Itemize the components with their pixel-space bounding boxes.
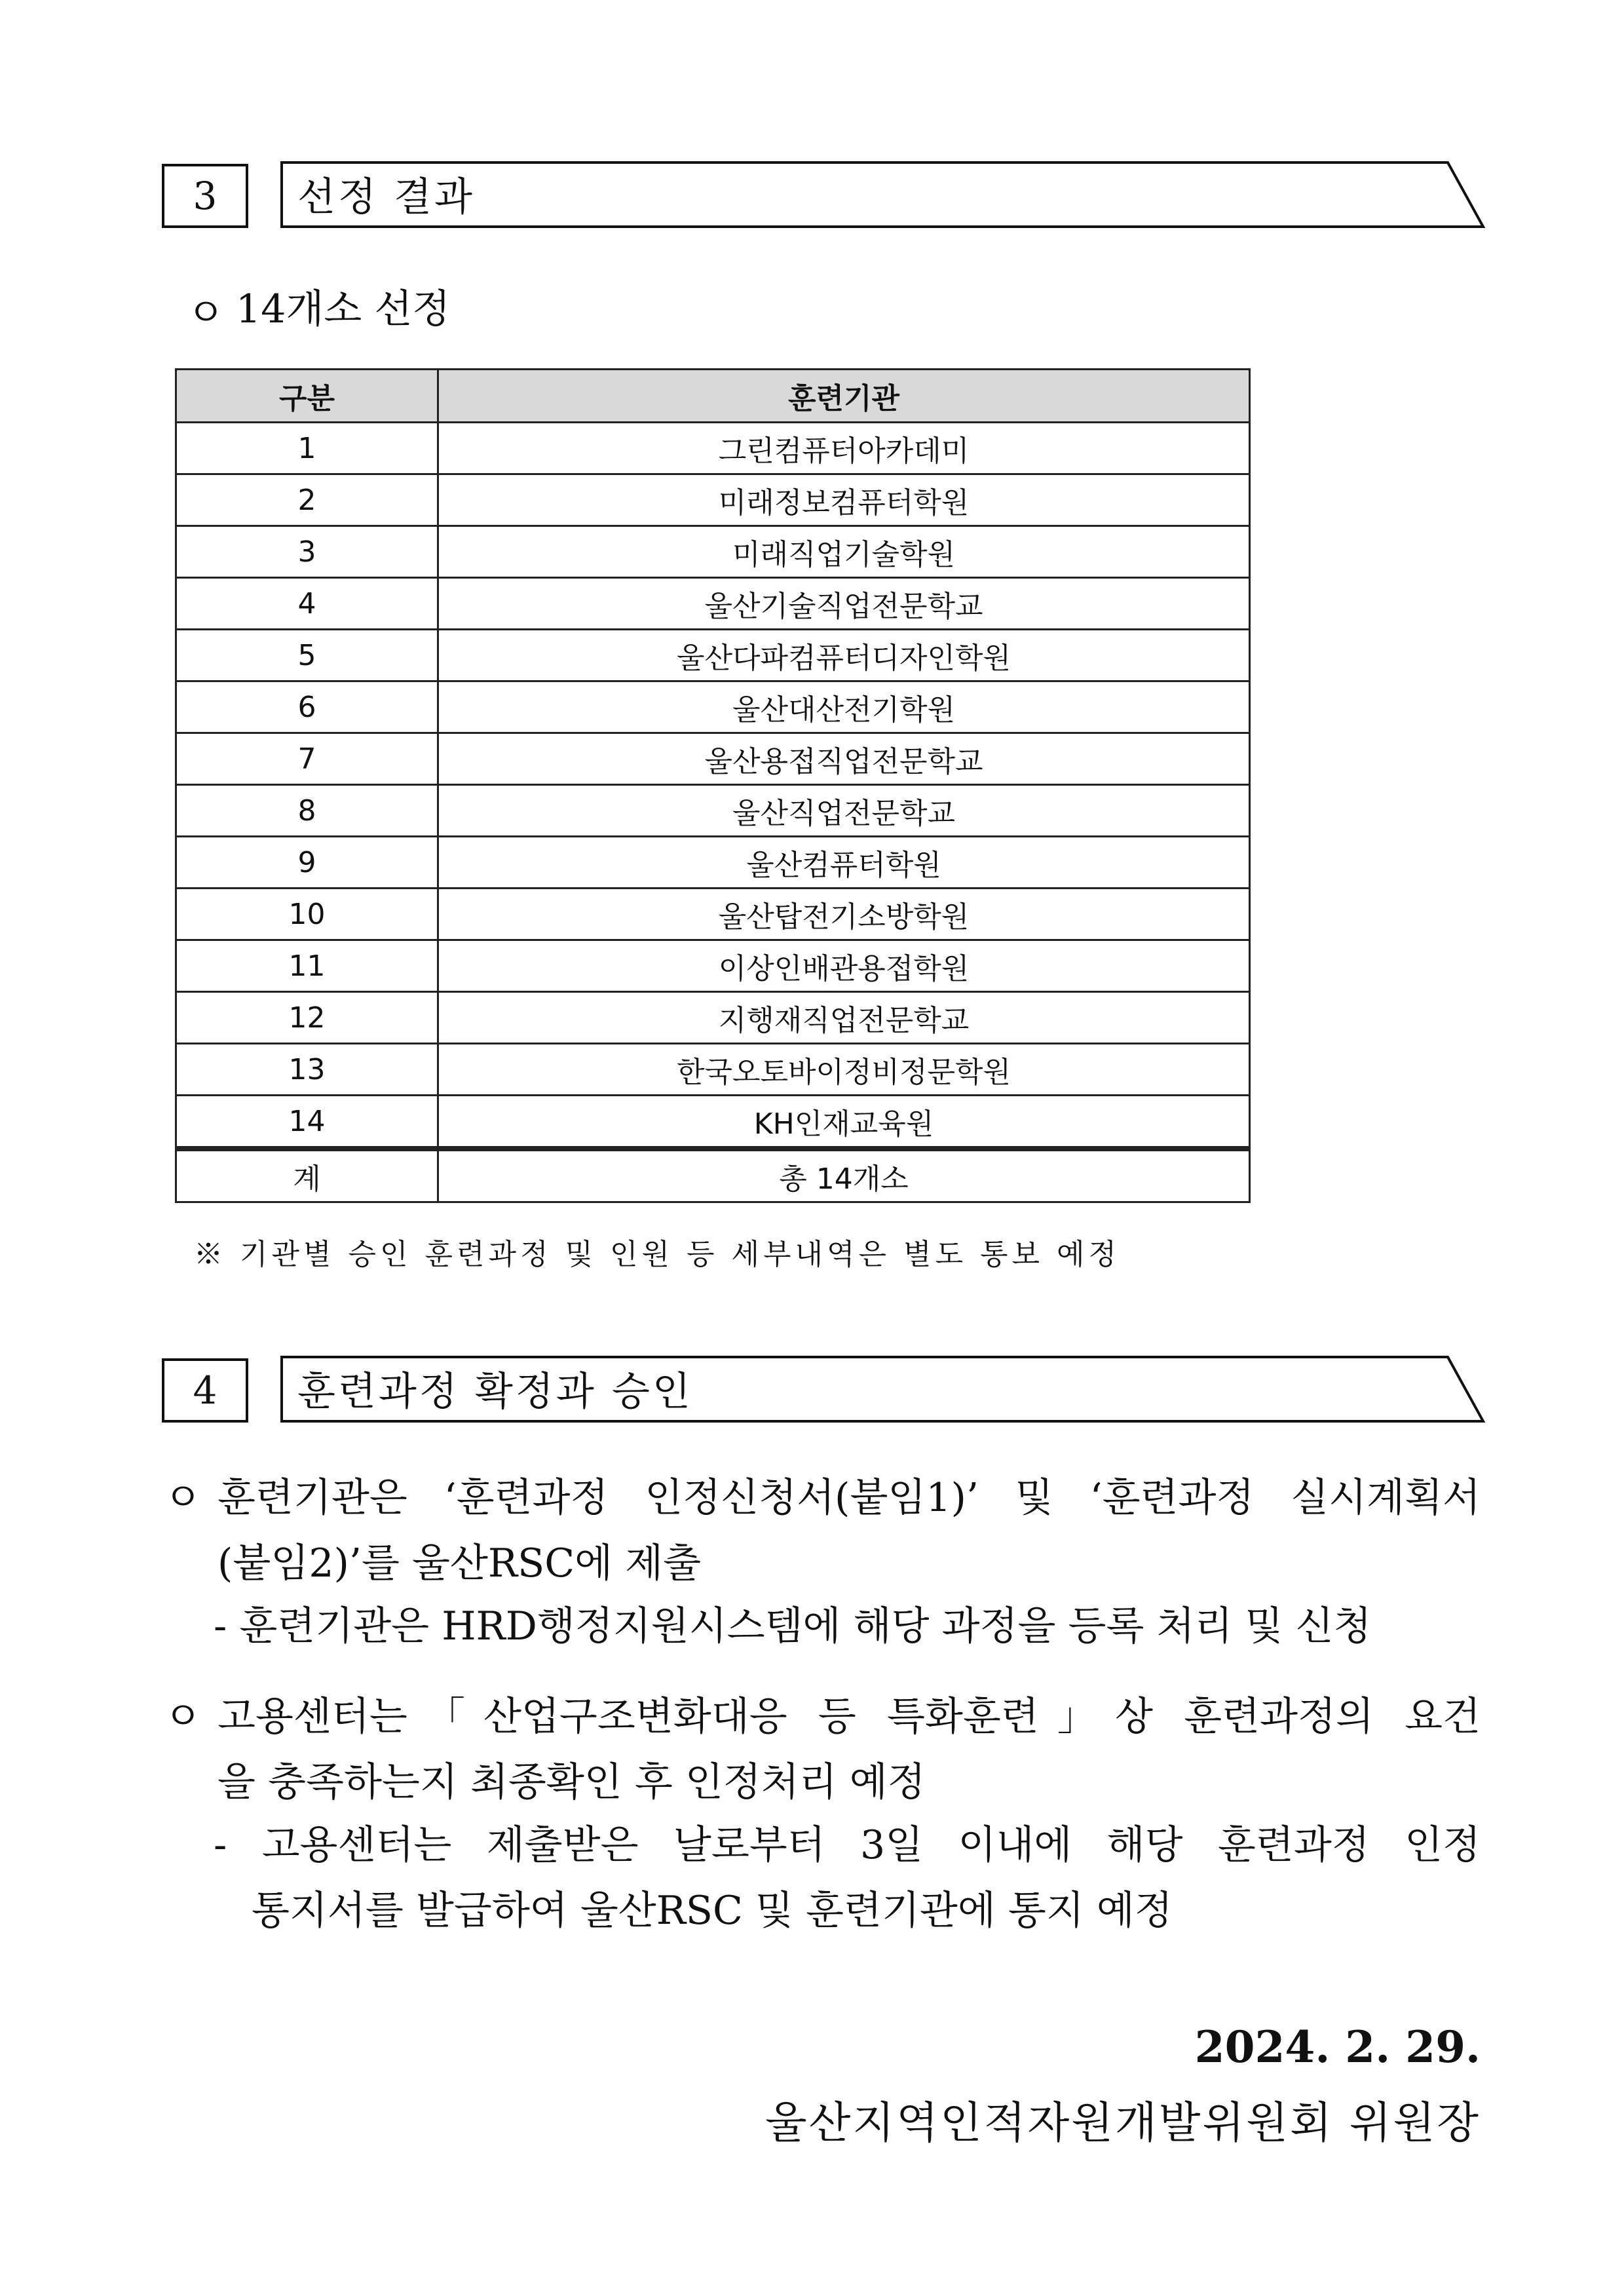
paragraph-line: 훈련기관은 ‘훈련과정 인정신청서(붙임1)’ 및 ‘훈련과정 실시계획서 [217, 1475, 1481, 1521]
row-institution: 울산대산전기학원 [438, 681, 1250, 733]
sub-item-hrd-registration: - 훈련기관은 HRD행정지원시스템에 해당 과정을 등록 처리 및 신청 [214, 1603, 1372, 1649]
sub-item-line: 통지서를 발급하여 울산RSC 및 훈련기관에 통지 예정 [252, 1888, 1173, 1934]
table-total-row [176, 1149, 1250, 1202]
paragraph-bullet: ㅇ [164, 1475, 202, 1521]
row-number: 10 [176, 889, 438, 940]
table-row [176, 785, 1250, 837]
row-institution: 울산용접직업전문학교 [438, 733, 1250, 785]
table-row [176, 578, 1250, 630]
table-footnote: ※ 기관별 승인 훈련과정 및 인원 등 세부내역은 별도 통보 예정 [194, 1238, 1120, 1271]
document-date: 2024. 2. 29. [1194, 2021, 1481, 2073]
section-3-title-box [280, 161, 1486, 229]
table-row [176, 992, 1250, 1044]
row-institution: 지행재직업전문학교 [438, 992, 1250, 1044]
row-number: 9 [176, 837, 438, 889]
row-institution: 울산다파컴퓨터디자인학원 [438, 630, 1250, 681]
row-number: 14 [176, 1096, 438, 1149]
table-row [176, 681, 1250, 733]
row-institution: 울산컴퓨터학원 [438, 837, 1250, 889]
row-number: 12 [176, 992, 438, 1044]
row-institution: 미래직업기술학원 [438, 526, 1250, 578]
row-number: 6 [176, 681, 438, 733]
row-institution: KH인재교육원 [438, 1096, 1250, 1149]
section-4-title: 훈련과정 확정과 승인 [297, 1369, 693, 1415]
document-signer: 울산지역인적자원개발위원회 위원장 [765, 2097, 1481, 2148]
row-institution: 울산탑전기소방학원 [438, 889, 1250, 940]
table-row [176, 889, 1250, 940]
summary-text: 14개소 선정 [236, 286, 451, 332]
total-label: 계 [176, 1149, 438, 1202]
row-institution: 울산기술직업전문학교 [438, 578, 1250, 630]
table-row [176, 837, 1250, 889]
row-number: 2 [176, 474, 438, 526]
row-institution: 이상인배관용접학원 [438, 940, 1250, 992]
section-3-title: 선정 결과 [297, 174, 475, 220]
table-row [176, 630, 1250, 681]
paragraph-submission [164, 1465, 1481, 1596]
paragraph-line: 을 충족하는지 최종확인 후 인정처리 예정 [217, 1759, 926, 1805]
section-4-title-box [280, 1356, 1486, 1424]
row-institution: 한국오토바이정비정문학원 [438, 1044, 1250, 1096]
table-row [176, 526, 1250, 578]
table-row [176, 733, 1250, 785]
row-number: 13 [176, 1044, 438, 1096]
table-row [176, 423, 1250, 474]
paragraph-line: (붙임2)’를 울산RSC에 제출 [217, 1540, 702, 1586]
table-row [176, 1044, 1250, 1096]
header-category: 구분 [176, 370, 438, 423]
section-3-number: 3 [162, 164, 248, 228]
row-number: 1 [176, 423, 438, 474]
row-institution: 미래정보컴퓨터학원 [438, 474, 1250, 526]
row-number: 5 [176, 630, 438, 681]
section-4-number: 4 [162, 1358, 248, 1423]
row-number: 4 [176, 578, 438, 630]
table-header-row [176, 370, 1250, 423]
paragraph-line: 고용센터는「산업구조변화대응 등 특화훈련」상 훈련과정의 요건 [217, 1694, 1481, 1740]
row-institution: 그린컴퓨터아카데미 [438, 423, 1250, 474]
selection-result-table [175, 368, 1251, 1203]
row-institution: 울산직업전문학교 [438, 785, 1250, 837]
total-value: 총 14개소 [438, 1149, 1250, 1202]
sub-item-line: - 고용센터는 제출받은 날로부터 3일 이내에 해당 훈련과정 인정 [214, 1822, 1481, 1868]
table-row [176, 474, 1250, 526]
sub-item-notification [214, 1812, 1481, 1943]
paragraph-confirmation [164, 1684, 1481, 1815]
paragraph-bullet: ㅇ [164, 1694, 202, 1740]
table-row [176, 940, 1250, 992]
table-row [176, 1096, 1250, 1149]
summary-bullet: ㅇ [187, 290, 225, 336]
row-number: 3 [176, 526, 438, 578]
row-number: 8 [176, 785, 438, 837]
row-number: 7 [176, 733, 438, 785]
row-number: 11 [176, 940, 438, 992]
header-institution: 훈련기관 [438, 370, 1250, 423]
